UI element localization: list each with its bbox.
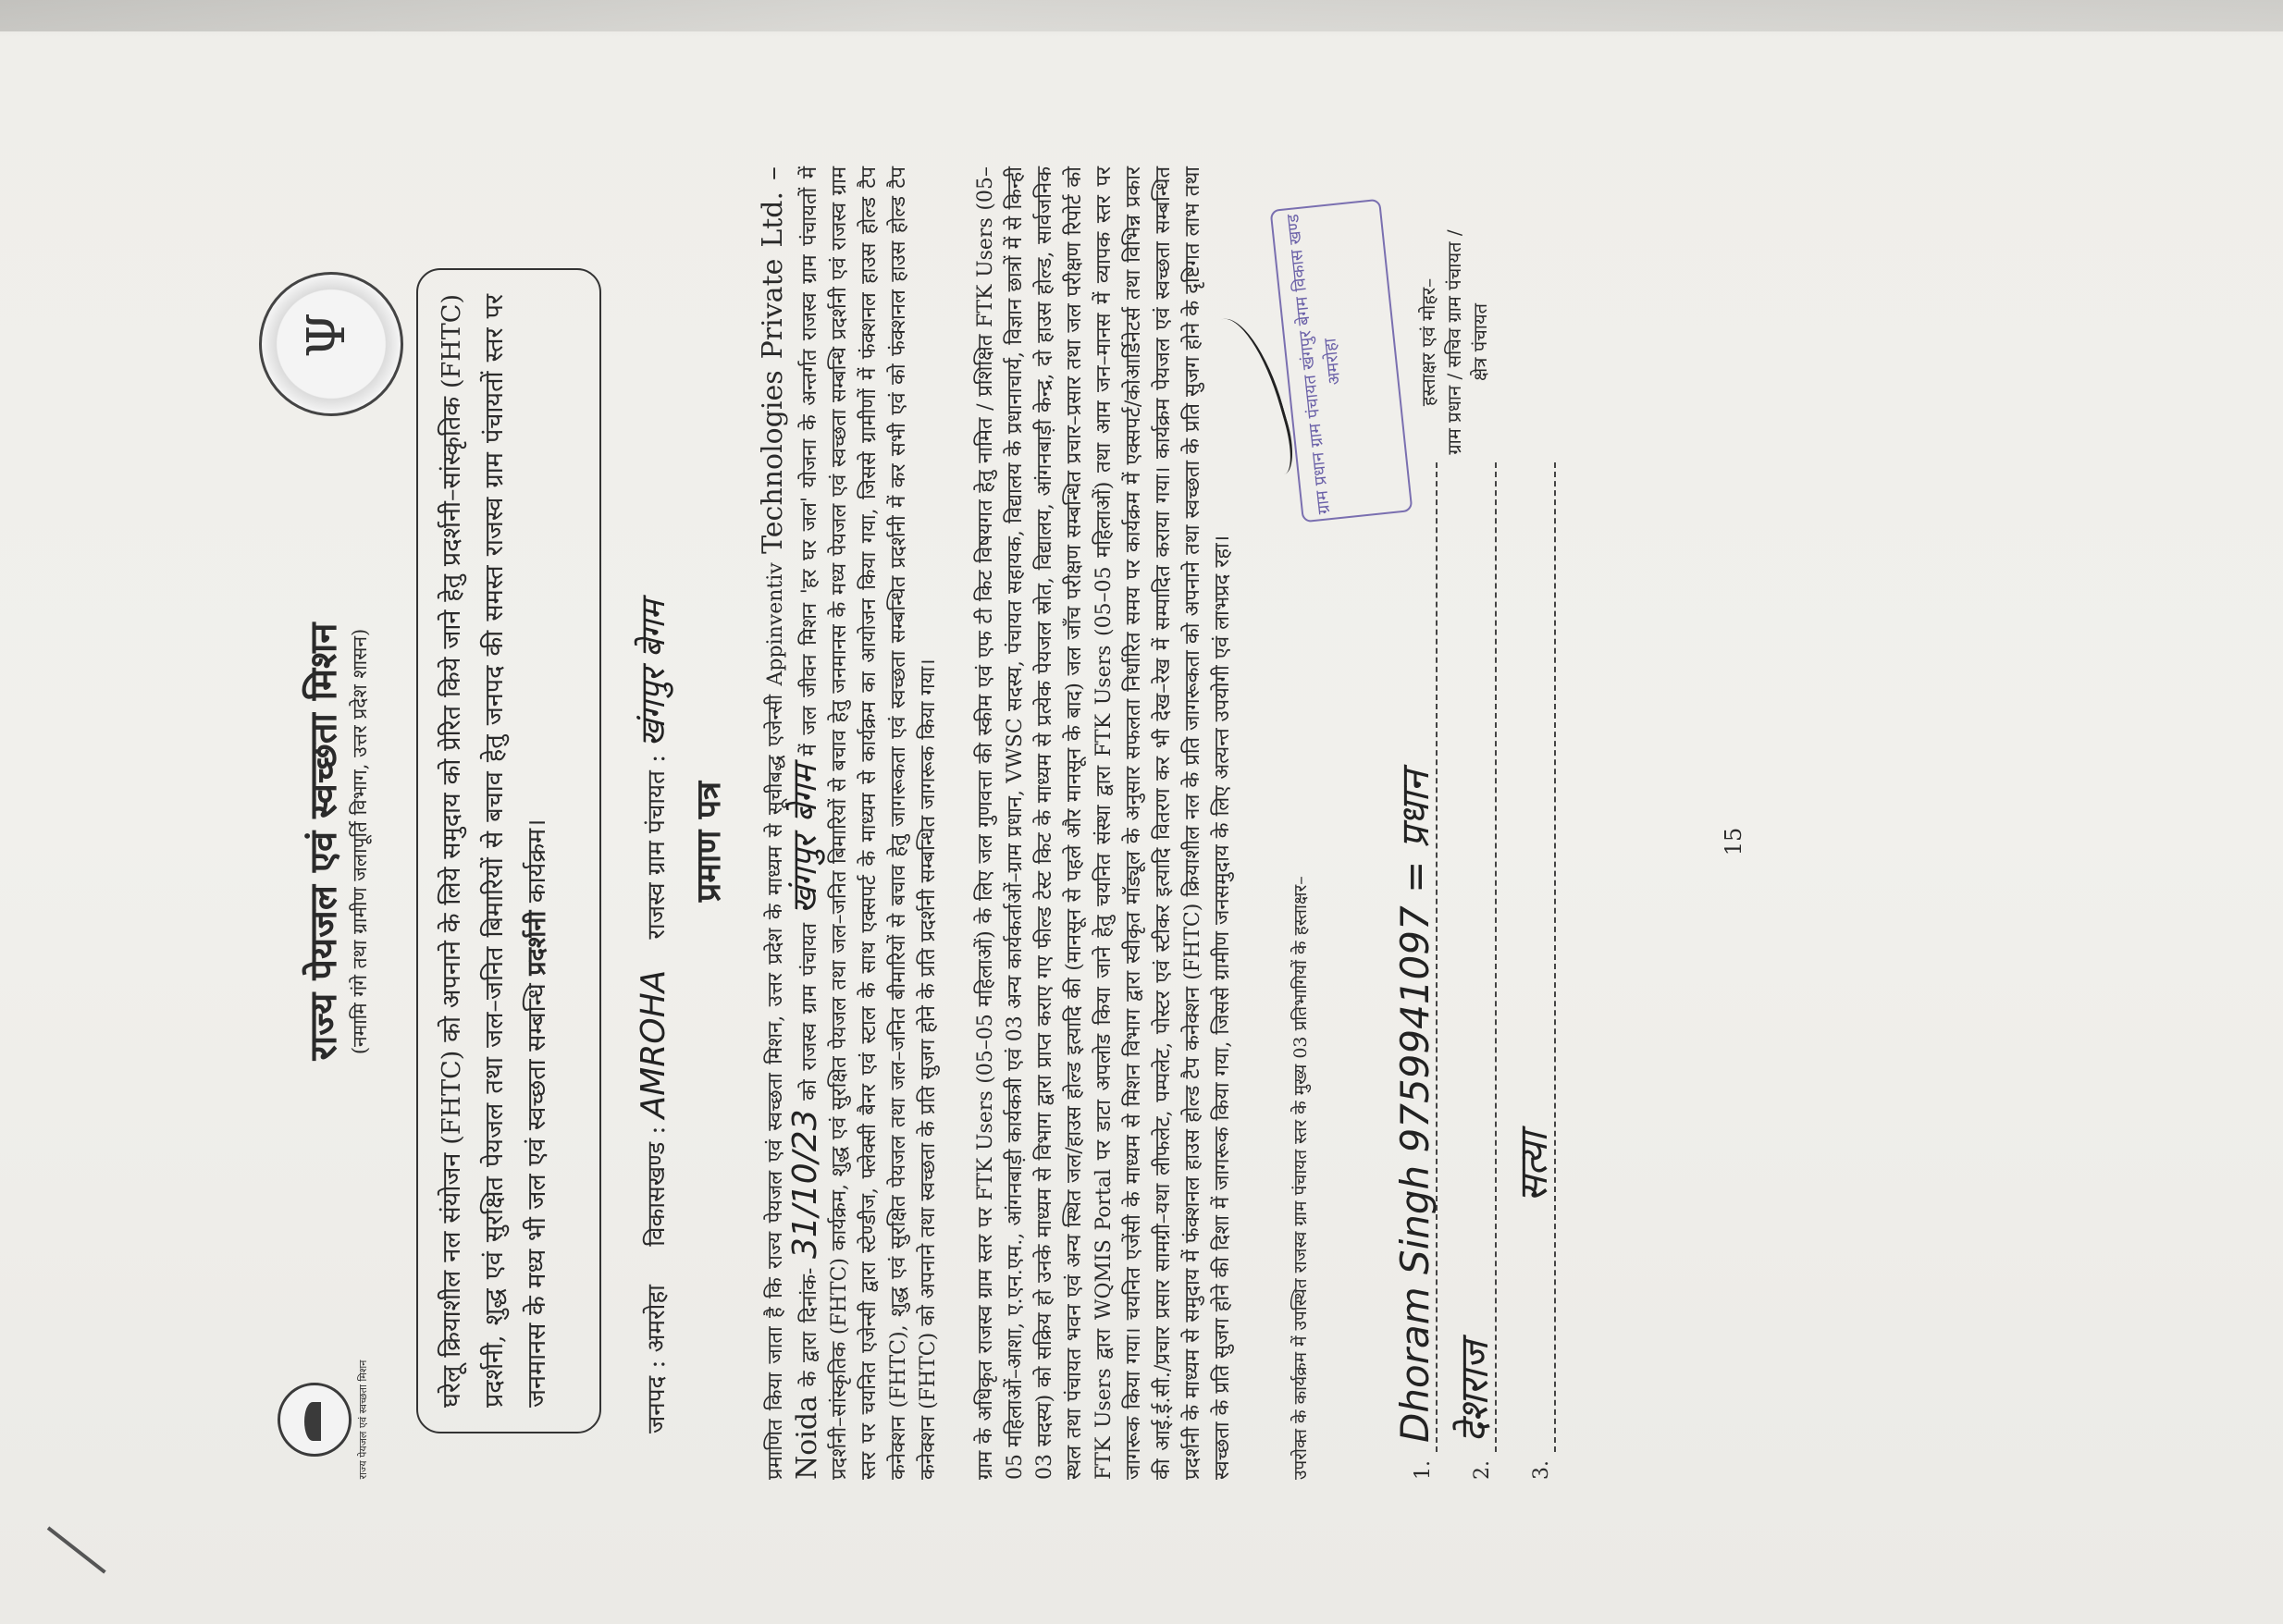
notice-text: घरेलू क्रियाशील नल संयोजन (FHTC) को अपनाने के लिये समुदाय को प्रेरित किये जाने हेतु प्रदर्शनी–सांस्कृतिक (FHTC) प्रदर्शनी, शुद्ध एवं सुरक्षित पेयजल तथा जल–जनित बिमारियों से बचाव हेतु जनपद की समस्त राजस्व ग्राम पंचायतों स्तर पर जनमानस के मध्य भी जल एवं स्वच्छता सम्बन्धि xyxy=(438,294,551,1408)
participant-row xyxy=(1388,462,1447,1480)
document-page xyxy=(241,166,1767,1517)
mission-logo-icon xyxy=(278,1359,369,1480)
header-title: राज्य पेयजल एवं स्वच्छता मिशन xyxy=(302,622,345,1061)
official-signature-block xyxy=(1184,148,1491,536)
para1-text-c: को राजस्व ग्राम पंचायत xyxy=(798,914,821,1110)
company-name: Technologies Private Ltd. – Noida xyxy=(757,166,823,1480)
signatory-caption-line: हस्ताक्षर एवं मोहर– xyxy=(1417,277,1439,407)
para1-text-a: प्रमाणित किया जाता है कि राज्य पेयजल एवं स्वच्छता मिशन, उत्तर प्रदेश के माध्यम से सूचीबद्ध एजेन्सी Appinventiv xyxy=(764,553,787,1480)
logo-caption: राज्य पेयजल एवं स्वच्छता मिशन xyxy=(357,1359,369,1480)
para1-text-b: के द्वारा दिनांक- xyxy=(798,1259,821,1396)
participant-number: 3. xyxy=(1530,1460,1553,1480)
gp-label: राजस्व ग्राम पंचायत : xyxy=(643,755,671,940)
gp-value-handwritten: खंगपुर बेगम xyxy=(635,600,673,747)
participant-number: 1. xyxy=(1412,1460,1435,1480)
participant-signatures xyxy=(1388,462,1565,1480)
signatory-caption-line: क्षेत्र पंचायत xyxy=(1469,303,1491,381)
official-stamp: ग्राम प्रधान ग्राम पंचायत खंगपुर बेगम विकास खण्ड अमरोहा xyxy=(1270,199,1413,523)
participant-row xyxy=(1447,462,1506,1480)
participant-row xyxy=(1506,462,1565,1480)
participant-signature-handwritten: Dhoram Singh 9759941097 = प्रधान xyxy=(1392,770,1438,1443)
signatory-caption xyxy=(1415,166,1493,518)
para1-text-d: में जल जीवन मिशन 'हर घर जल' योजना के अन्तर्गत राजस्व ग्राम पंचायतों में प्रदर्शनी–सांस्कृतिक (FHTC) कार्यक्रम, शुद्ध एवं सुरक्षित पेयजल तथा जल–जनित बिमारियों से बचाव हेतु जनमानस के मध्य पेयजल एवं स्वच्छता सम्बन्धि प्रदर्शनी एवं राजस्व ग्राम स्तर पर चयनित एजेन्सी द्वारा स्टेण्डीज, फ्लेक्सी बैनर एवं स्टाल के साथ एक्सपर्ट के माध्यम से कार्यक्रम का आयोजन किया गया, जिससे ग्रामीणों में फंक्शनल हाउस होल्ड टैप कनेक्शन (FHTC), शुद्ध एवं सुरक्षित पेयजल तथा जल–जनित बीमारियों से बचाव हेतु जागरूकता एवं स्वच्छता सम्बन्धित प्रदर्शनी में कर सभी एवं को फंक्शनल हाउस होल्ड टैप कनेक्शन (FHTC) को अपनाने तथा स्वच्छता के प्रति सुजग होने के प्रति प्रदर्शनी सम्बन्धित जागरूक किया गया। xyxy=(798,166,940,1480)
district-value: अमरोहा xyxy=(643,1285,671,1353)
notice-text-end: कार्यक्रम। xyxy=(523,818,551,911)
certificate-title: प्रमाण पत्र xyxy=(689,781,728,903)
block-label: विकासखण्ड : xyxy=(643,1126,671,1247)
notice-bold-word: प्रदर्शनी xyxy=(523,910,551,976)
certificate-paragraph-2: ग्राम के अधिकृत राजस्व ग्राम स्तर पर FTK Users (05–05 महिलाओं) के लिए जल गुणवत्ता की स्कीम एवं एफ टी किट विषयगत हेतु नामित / प्रशिक्षित FTK Users (05–05 महिलाओं–आशा, ए.एन.एम., आंगनबाड़ी कार्यकत्री एवं 03 अन्य कार्यकर्ताओं–ग्राम प्रधान, VWSC सदस्य, पंचायत सहायक, विद्यालय के प्रधानाचार्य, विज्ञान छात्रों में से किन्ही 03 सदस्य) को सक्रिय हो उनके माध्यम से विभाग द्वारा प्राप्त कराए गए फील्ड टेस्ट किट के माध्यम से प्रत्येक पेयजल स्रोत, विद्यालय, आंगनबाड़ी केन्द्र, दो हाउस होल्ड, सार्वजनिक स्थल तथा पंचायत भवन एवं अन्य स्थित जल/हाउस होल्ड इत्यादि की (मानसून से पहले और मानसून के बाद) जल जाँच परीक्षण सम्बन्धित प्रचार–प्रसार तथा जल परीक्षण रिपोर्ट को FTK Users द्वारा WQMIS Portal पर डाटा अपलोड किया जाने हेतु चयनित संस्था द्वारा FTK Users (05–05 महिलाओं) तथा आम जन–मानस में व्यापक स्तर पर जागरूक किया गया। चयनित एजेंसी के माध्यम से मिशन विभाग द्वारा स्वीकृत मॉड्यूल के अनुसार सफलता निर्धारित समय पर कार्यक्रम में एक्सपर्ट/कोआर्डिनेटर्स तथा विभिन्न प्रकार की आई.ई.सी./प्रचार प्रसार सामग्री–यथा लीफलेट, पम्पलेट, पोस्टर एवं स्टीकर इत्यादि वितरण कर भी देख–रेख में सम्पादित कराया गया। कार्यक्रम पेयजल एवं स्वच्छता सम्बन्धित प्रदर्शनी के माध्यम से समुदाय में फंक्शनल हाउस होल्ड टैप कनेक्शन (FHTC) क्रियाशील नल के प्रति जागरूकता को अपनाने तथा स्वच्छता के प्रति सुजग होने के दृष्टिगत लाभ तथा स्वच्छता के प्रति सुजग होने की दिशा में जागरूक किया गया, जिससे ग्रामीण जनसमुदाय के लिए अत्यन्त उपयोगी एवं लाभप्रद रहा। xyxy=(974,166,1234,1480)
location-line xyxy=(629,213,674,1433)
block-value-handwritten: AMROHA xyxy=(635,969,673,1119)
scan-edge-shadow xyxy=(0,0,2283,31)
signature-line xyxy=(1495,462,1497,1452)
header-subtitle: (नमामि गंगे तथा ग्रामीण जलापूर्ति विभाग, उत्तर प्रदेश शासन) xyxy=(349,628,371,1055)
participant-signature-handwritten: सत्या xyxy=(1511,1132,1556,1202)
district-label: जनपद : xyxy=(643,1359,671,1433)
page-number: 15 xyxy=(1721,827,1746,856)
gram-panchayat-handwritten: खंगपुर बेगम xyxy=(786,765,824,915)
program-notice-box xyxy=(416,268,601,1433)
program-date-handwritten: 31/10/23 xyxy=(786,1109,824,1260)
signature-line xyxy=(1554,462,1556,1452)
participant-signature-handwritten: देशराज xyxy=(1451,1340,1497,1443)
participant-number: 2. xyxy=(1471,1460,1494,1480)
certificate-paragraph-1 xyxy=(759,166,944,1480)
up-government-seal-icon: Ψ xyxy=(259,272,403,416)
participants-intro: उपरोक्त के कार्यक्रम में उपस्थित राजस्व ग्राम पंचायत स्तर के मुख्य 03 प्रतिभागियों के हस्ताक्षर– xyxy=(1290,876,1311,1480)
signatory-caption-line: ग्राम प्रधान / सचिव ग्राम पंचायत / xyxy=(1443,229,1465,455)
